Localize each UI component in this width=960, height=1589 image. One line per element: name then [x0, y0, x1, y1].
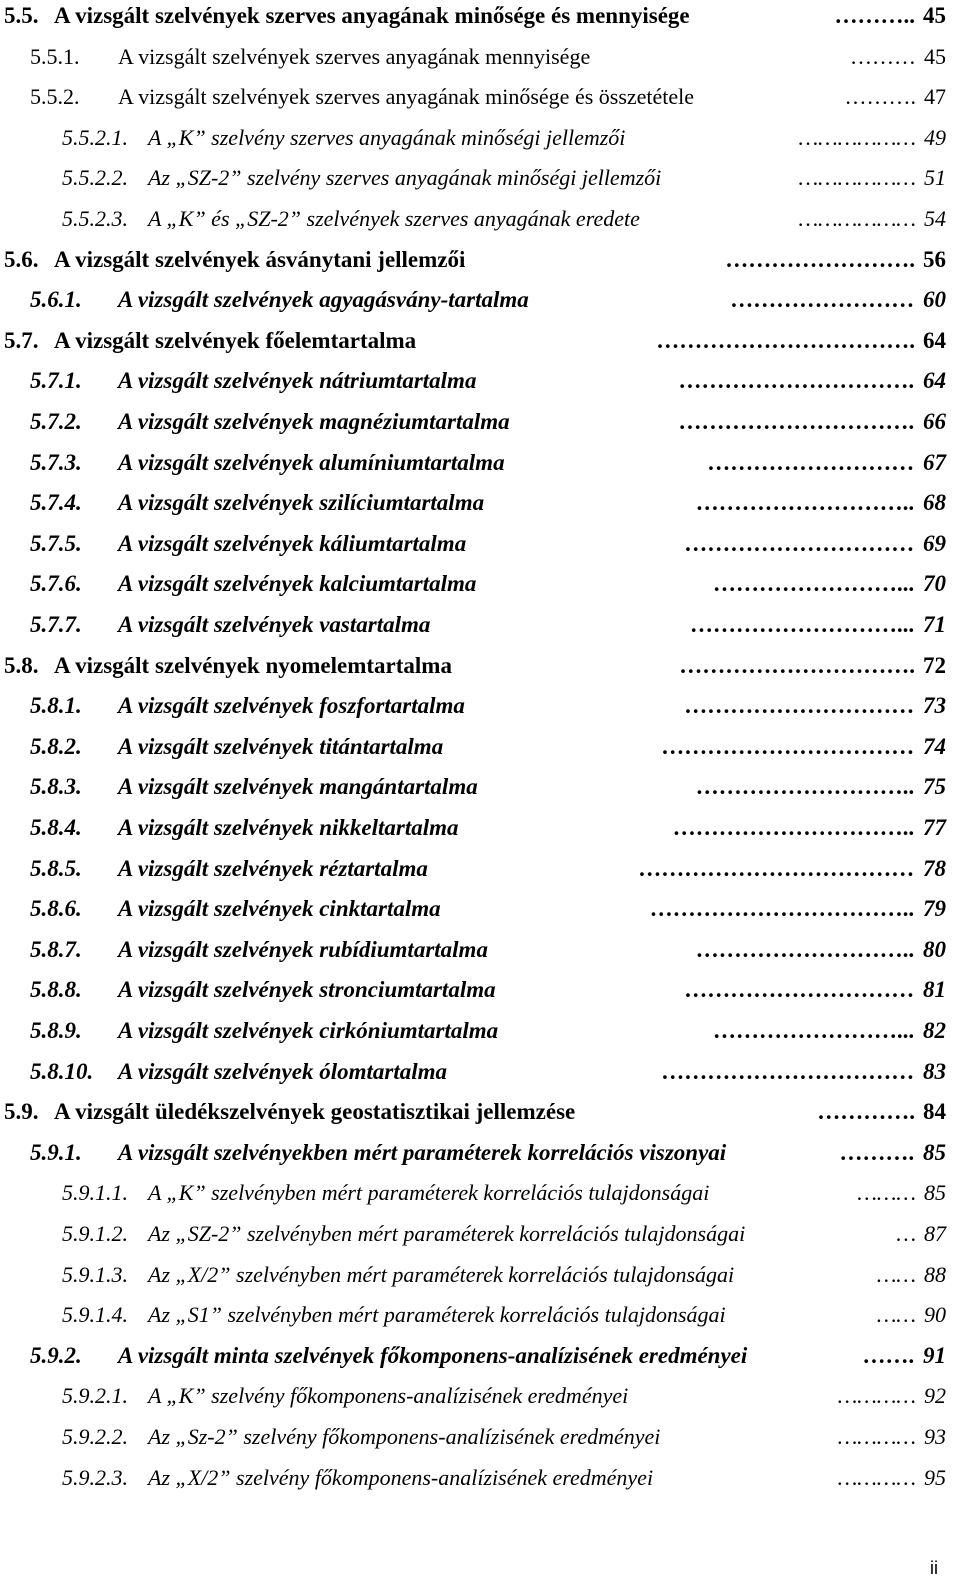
toc-entry-number: 5.6.1. — [30, 287, 82, 313]
toc-entry[interactable] — [0, 325, 960, 365]
toc-entry-title: A vizsgált szelvények agyagásvány-tartalma — [118, 287, 529, 313]
toc-entry-leader: …………………………. — [679, 652, 915, 678]
toc-entry[interactable] — [0, 731, 960, 771]
toc-entry-page: 70 — [923, 571, 946, 597]
toc-entry[interactable] — [0, 487, 960, 527]
toc-entry[interactable] — [0, 1177, 960, 1217]
toc-entry-leader: …………………………… — [662, 1058, 915, 1084]
toc-entry-number: 5.8.6. — [30, 896, 82, 922]
toc-entry-page: 64 — [923, 327, 946, 353]
toc-entry-title: A vizsgált szelvények szilíciumtartalma — [118, 490, 485, 516]
toc-entry[interactable] — [0, 1096, 960, 1136]
toc-entry-number: 5.9.2.2. — [62, 1424, 128, 1449]
toc-entry-page: 80 — [923, 936, 946, 962]
toc-entry-number: 5.9.2.3. — [62, 1464, 128, 1490]
toc-entry-leader: ……………………… — [708, 449, 915, 475]
toc-entry-page: 83 — [923, 1058, 946, 1084]
toc-entry-leader: …………………………. — [679, 368, 915, 394]
toc-entry-page: 95 — [924, 1464, 946, 1490]
toc-entry-page: 72 — [923, 652, 946, 678]
toc-entry-number: 5.7. — [4, 327, 39, 353]
toc-entry-number: 5.7.7. — [30, 612, 82, 637]
toc-entry-title: A vizsgált üledékszelvények geostatisztikai jellemzése — [54, 1099, 576, 1125]
toc-entry-leader: ……… — [850, 43, 916, 69]
toc-entry-page: 67 — [923, 449, 946, 475]
toc-entry-title: A vizsgált szelvények mangántartalma — [118, 774, 478, 800]
toc-entry-number: 5.5.2.2. — [62, 165, 128, 191]
toc-entry-page: 74 — [923, 733, 946, 759]
toc-entry-leader: ……………………….. — [696, 936, 915, 962]
toc-entry[interactable] — [0, 1462, 960, 1502]
toc-entry-page: 93 — [924, 1424, 946, 1449]
toc-entry[interactable] — [0, 0, 960, 40]
toc-entry[interactable] — [0, 1299, 960, 1339]
toc-entry-leader: …………………… — [731, 287, 915, 313]
toc-entry-title: A „K” szelvényben mért paraméterek korrelációs tulajdonságai — [148, 1180, 710, 1206]
toc-entry-title: A vizsgált szelvények rubídiumtartalma — [118, 936, 488, 962]
toc-entry-leader: ………… — [837, 1383, 916, 1409]
toc-entry[interactable] — [0, 934, 960, 974]
toc-entry[interactable] — [0, 81, 960, 121]
toc-entry-page: 84 — [923, 1099, 946, 1125]
toc-entry-leader: …… — [876, 1261, 916, 1287]
toc-entry[interactable] — [0, 41, 960, 81]
toc-entry-number: 5.8.2. — [30, 733, 82, 759]
toc-entry-title: A vizsgált szelvények szerves anyagának minősége és mennyisége — [54, 3, 690, 28]
toc-entry-leader: ………………………... — [690, 612, 915, 637]
toc-entry[interactable] — [0, 1137, 960, 1177]
toc-entry[interactable] — [0, 528, 960, 568]
toc-entry-number: 5.9.1.3. — [62, 1261, 128, 1287]
toc-entry[interactable] — [0, 1056, 960, 1096]
toc-entry[interactable] — [0, 1380, 960, 1420]
toc-entry-leader: ……………… — [798, 206, 916, 231]
toc-entry-title: Az „X/2” szelvény főkomponens-analízisének eredményei — [148, 1464, 654, 1490]
toc-entry-title: A vizsgált szelvények szerves anyagának mennyisége — [118, 43, 591, 69]
toc-entry-page: 73 — [923, 693, 946, 719]
toc-entry[interactable] — [0, 609, 960, 649]
toc-entry[interactable] — [0, 365, 960, 405]
toc-entry[interactable] — [0, 974, 960, 1014]
toc-entry-page: 54 — [924, 206, 946, 231]
toc-entry-number: 5.5.2.1. — [62, 124, 128, 150]
toc-entry[interactable] — [0, 690, 960, 730]
toc-entry-leader: ……………………... — [713, 571, 915, 597]
toc-entry-page: 79 — [923, 896, 946, 922]
toc-entry-page: 64 — [923, 368, 946, 394]
toc-entry-title: A vizsgált szelvények nátriumtartalma — [118, 368, 477, 394]
page-number: ii — [930, 1558, 938, 1578]
toc-entry-title: A „K” és „SZ-2” szelvények szerves anyagának eredete — [148, 206, 640, 231]
toc-entry-number: 5.7.4. — [30, 490, 82, 516]
toc-entry-page: 87 — [924, 1221, 946, 1246]
toc-entry-leader: …… — [876, 1302, 916, 1328]
toc-entry-title: Az „Sz-2” szelvény főkomponens-analízisének eredményei — [148, 1424, 661, 1449]
toc-entry-leader: …………………………. — [679, 409, 915, 434]
toc-entry-number: 5.8.5. — [30, 855, 82, 881]
toc-entry-page: 45 — [923, 3, 946, 28]
toc-entry-number: 5.8. — [4, 652, 39, 678]
toc-entry-number: 5.5.1. — [30, 43, 80, 69]
toc-entry[interactable] — [0, 203, 960, 243]
toc-entry-title: A vizsgált szelvények ásványtani jellemzői — [54, 246, 466, 272]
toc-entry-title: Az „S1” szelvényben mért paraméterek korrelációs tulajdonságai — [148, 1302, 726, 1328]
toc-entry-number: 5.8.4. — [30, 815, 82, 840]
toc-entry-title: Az „SZ-2” szelvényben mért paraméterek korrelációs tulajdonságai — [148, 1221, 746, 1246]
toc-entry-title: A vizsgált szelvények cinktartalma — [118, 896, 441, 922]
toc-entry[interactable] — [0, 162, 960, 202]
toc-entry-page: 49 — [924, 124, 946, 150]
toc-entry-page: 92 — [924, 1383, 946, 1409]
toc-entry-leader: ………………………… — [685, 977, 915, 1003]
toc-entry-number: 5.8.10. — [30, 1058, 94, 1084]
toc-entry-number: 5.9.1.1. — [62, 1180, 128, 1206]
toc-entry-page: 69 — [923, 530, 946, 556]
toc-entry-number: 5.6. — [4, 246, 39, 272]
toc-entry-number: 5.5.2.3. — [62, 206, 128, 231]
toc-entry-number: 5.9. — [4, 1099, 39, 1125]
toc-entry-number: 5.8.7. — [30, 936, 82, 962]
toc-entry-title: A vizsgált szelvények foszfortartalma — [118, 693, 465, 719]
toc-entry[interactable] — [0, 406, 960, 446]
toc-entry-leader: ……… — [857, 1180, 916, 1206]
toc-entry-page: 90 — [924, 1302, 946, 1328]
toc-entry-number: 5.5. — [4, 3, 39, 28]
toc-entry-title: A „K” szelvény főkomponens-analízisének eredményei — [148, 1383, 629, 1409]
toc-entry-page: 71 — [923, 612, 946, 637]
toc-entry-leader: ……………………….. — [696, 490, 915, 516]
toc-entry-number: 5.7.3. — [30, 449, 82, 475]
toc-entry-number: 5.8.9. — [30, 1018, 82, 1043]
toc-entry-number: 5.8.3. — [30, 774, 82, 800]
toc-entry-page: 88 — [924, 1261, 946, 1287]
toc-entry-number: 5.7.1. — [30, 368, 82, 394]
toc-entry-leader: ………………………… — [685, 530, 915, 556]
toc-entry-page: 56 — [923, 246, 946, 272]
toc-entry[interactable] — [0, 284, 960, 324]
toc-entry[interactable] — [0, 122, 960, 162]
toc-entry-page: 45 — [924, 43, 946, 69]
toc-entry-title: A vizsgált szelvények káliumtartalma — [118, 530, 467, 556]
toc-entry-leader: ……………… — [798, 165, 916, 191]
toc-entry-title: A vizsgált szelvények alumíniumtartalma — [118, 449, 505, 475]
toc-entry[interactable] — [0, 893, 960, 933]
toc-entry-title: A vizsgált szelvények titántartalma — [118, 733, 444, 759]
toc-entry-page: 47 — [924, 84, 946, 110]
toc-entry-leader: ……………………………… — [639, 855, 915, 881]
toc-entry[interactable] — [0, 1218, 960, 1258]
toc-entry-page: 82 — [923, 1018, 946, 1043]
toc-entry-title: A vizsgált szelvények stronciumtartalma — [118, 977, 496, 1003]
toc-entry-leader: … — [896, 1221, 916, 1246]
toc-entry[interactable] — [0, 1259, 960, 1299]
toc-entry-page: 66 — [923, 409, 946, 434]
toc-entry[interactable] — [0, 812, 960, 852]
toc-entry-page: 75 — [923, 774, 946, 800]
toc-entry[interactable] — [0, 568, 960, 608]
toc-entry-page: 60 — [923, 287, 946, 313]
toc-entry-title: A vizsgált szelvények nikkeltartalma — [118, 815, 459, 840]
toc-entry-title: A vizsgált szelvények főelemtartalma — [54, 327, 417, 353]
toc-entry-page: 77 — [923, 815, 946, 840]
toc-entry[interactable] — [0, 771, 960, 811]
toc-entry-title: A vizsgált szelvényekben mért paraméterek korrelációs viszonyai — [118, 1139, 727, 1165]
toc-entry[interactable] — [0, 650, 960, 690]
toc-entry-number: 5.9.1.4. — [62, 1302, 128, 1328]
toc-entry-leader: ………………………….. — [673, 815, 915, 840]
toc-entry-title: A vizsgált minta szelvények főkomponens-analízisének eredményei — [118, 1342, 748, 1368]
toc-entry-leader: ………. — [840, 1139, 915, 1165]
toc-entry-number: 5.5.2. — [30, 84, 80, 110]
toc-entry-leader: ……………………………. — [656, 327, 915, 353]
toc-entry-page: 78 — [923, 855, 946, 881]
toc-entry[interactable] — [0, 244, 960, 284]
toc-entry[interactable] — [0, 1421, 960, 1461]
toc-entry-number: 5.7.2. — [30, 409, 82, 434]
toc-entry-number: 5.8.1. — [30, 693, 82, 719]
toc-entry-leader: ………… — [837, 1424, 916, 1449]
toc-entry-title: A vizsgált szelvények kalciumtartalma — [118, 571, 477, 597]
toc-entry[interactable] — [0, 447, 960, 487]
toc-entry-leader: ………. — [844, 84, 916, 110]
toc-entry-page: 51 — [924, 165, 946, 191]
toc-entry-title: A vizsgált szelvények réztartalma — [118, 855, 428, 881]
toc-entry-leader: …………………………… — [662, 733, 915, 759]
toc-entry-leader: ……………………….. — [696, 774, 915, 800]
toc-entry-leader: ………… — [837, 1464, 916, 1490]
toc-entry-title: A vizsgált szelvények magnéziumtartalma — [118, 409, 510, 434]
toc-entry-number: 5.9.2.1. — [62, 1383, 128, 1409]
toc-entry-page: 85 — [924, 1180, 946, 1206]
toc-entry-title: Az „X/2” szelvényben mért paraméterek korrelációs tulajdonságai — [148, 1261, 735, 1287]
toc-entry-title: A vizsgált szelvények vastartalma — [118, 612, 431, 637]
toc-entry-title: A vizsgált szelvények nyomelemtartalma — [54, 652, 452, 678]
toc-entry-page: 91 — [923, 1342, 946, 1368]
toc-entry-title: Az „SZ-2” szelvény szerves anyagának minőségi jellemzői — [148, 165, 662, 191]
toc-entry-number: 5.7.6. — [30, 571, 82, 597]
toc-entry-leader: …………………………….. — [650, 896, 915, 922]
toc-entry-number: 5.7.5. — [30, 530, 82, 556]
toc-entry-leader: …………. — [817, 1099, 915, 1125]
toc-entry-page: 68 — [923, 490, 946, 516]
toc-entry-leader: ………………………… — [685, 693, 915, 719]
toc-entry-leader: ……. — [863, 1342, 915, 1368]
toc-entry-title: A vizsgált szelvények cirkóniumtartalma — [118, 1018, 499, 1043]
toc-entry-page: 85 — [923, 1139, 946, 1165]
toc-entry[interactable] — [0, 853, 960, 893]
toc-entry[interactable] — [0, 1340, 960, 1380]
toc-entry-page: 81 — [923, 977, 946, 1003]
toc-entry-number: 5.9.1.2. — [62, 1221, 128, 1246]
toc-entry-leader: ……….. — [834, 3, 915, 28]
toc-entry-title: A vizsgált szelvények ólomtartalma — [118, 1058, 448, 1084]
toc-entry-title: A vizsgált szelvények szerves anyagának minősége és összetétele — [118, 84, 695, 110]
toc-entry-leader: ……………… — [798, 124, 916, 150]
toc-entry[interactable] — [0, 1015, 960, 1055]
toc-entry-leader: ……………………. — [725, 246, 915, 272]
toc-entry-number: 5.9.2. — [30, 1342, 82, 1368]
toc-entry-leader: ……………………... — [713, 1018, 915, 1043]
toc-entry-number: 5.8.8. — [30, 977, 82, 1003]
toc-entry-title: A „K” szelvény szerves anyagának minőségi jellemzői — [148, 124, 626, 150]
toc-entry-number: 5.9.1. — [30, 1139, 82, 1165]
